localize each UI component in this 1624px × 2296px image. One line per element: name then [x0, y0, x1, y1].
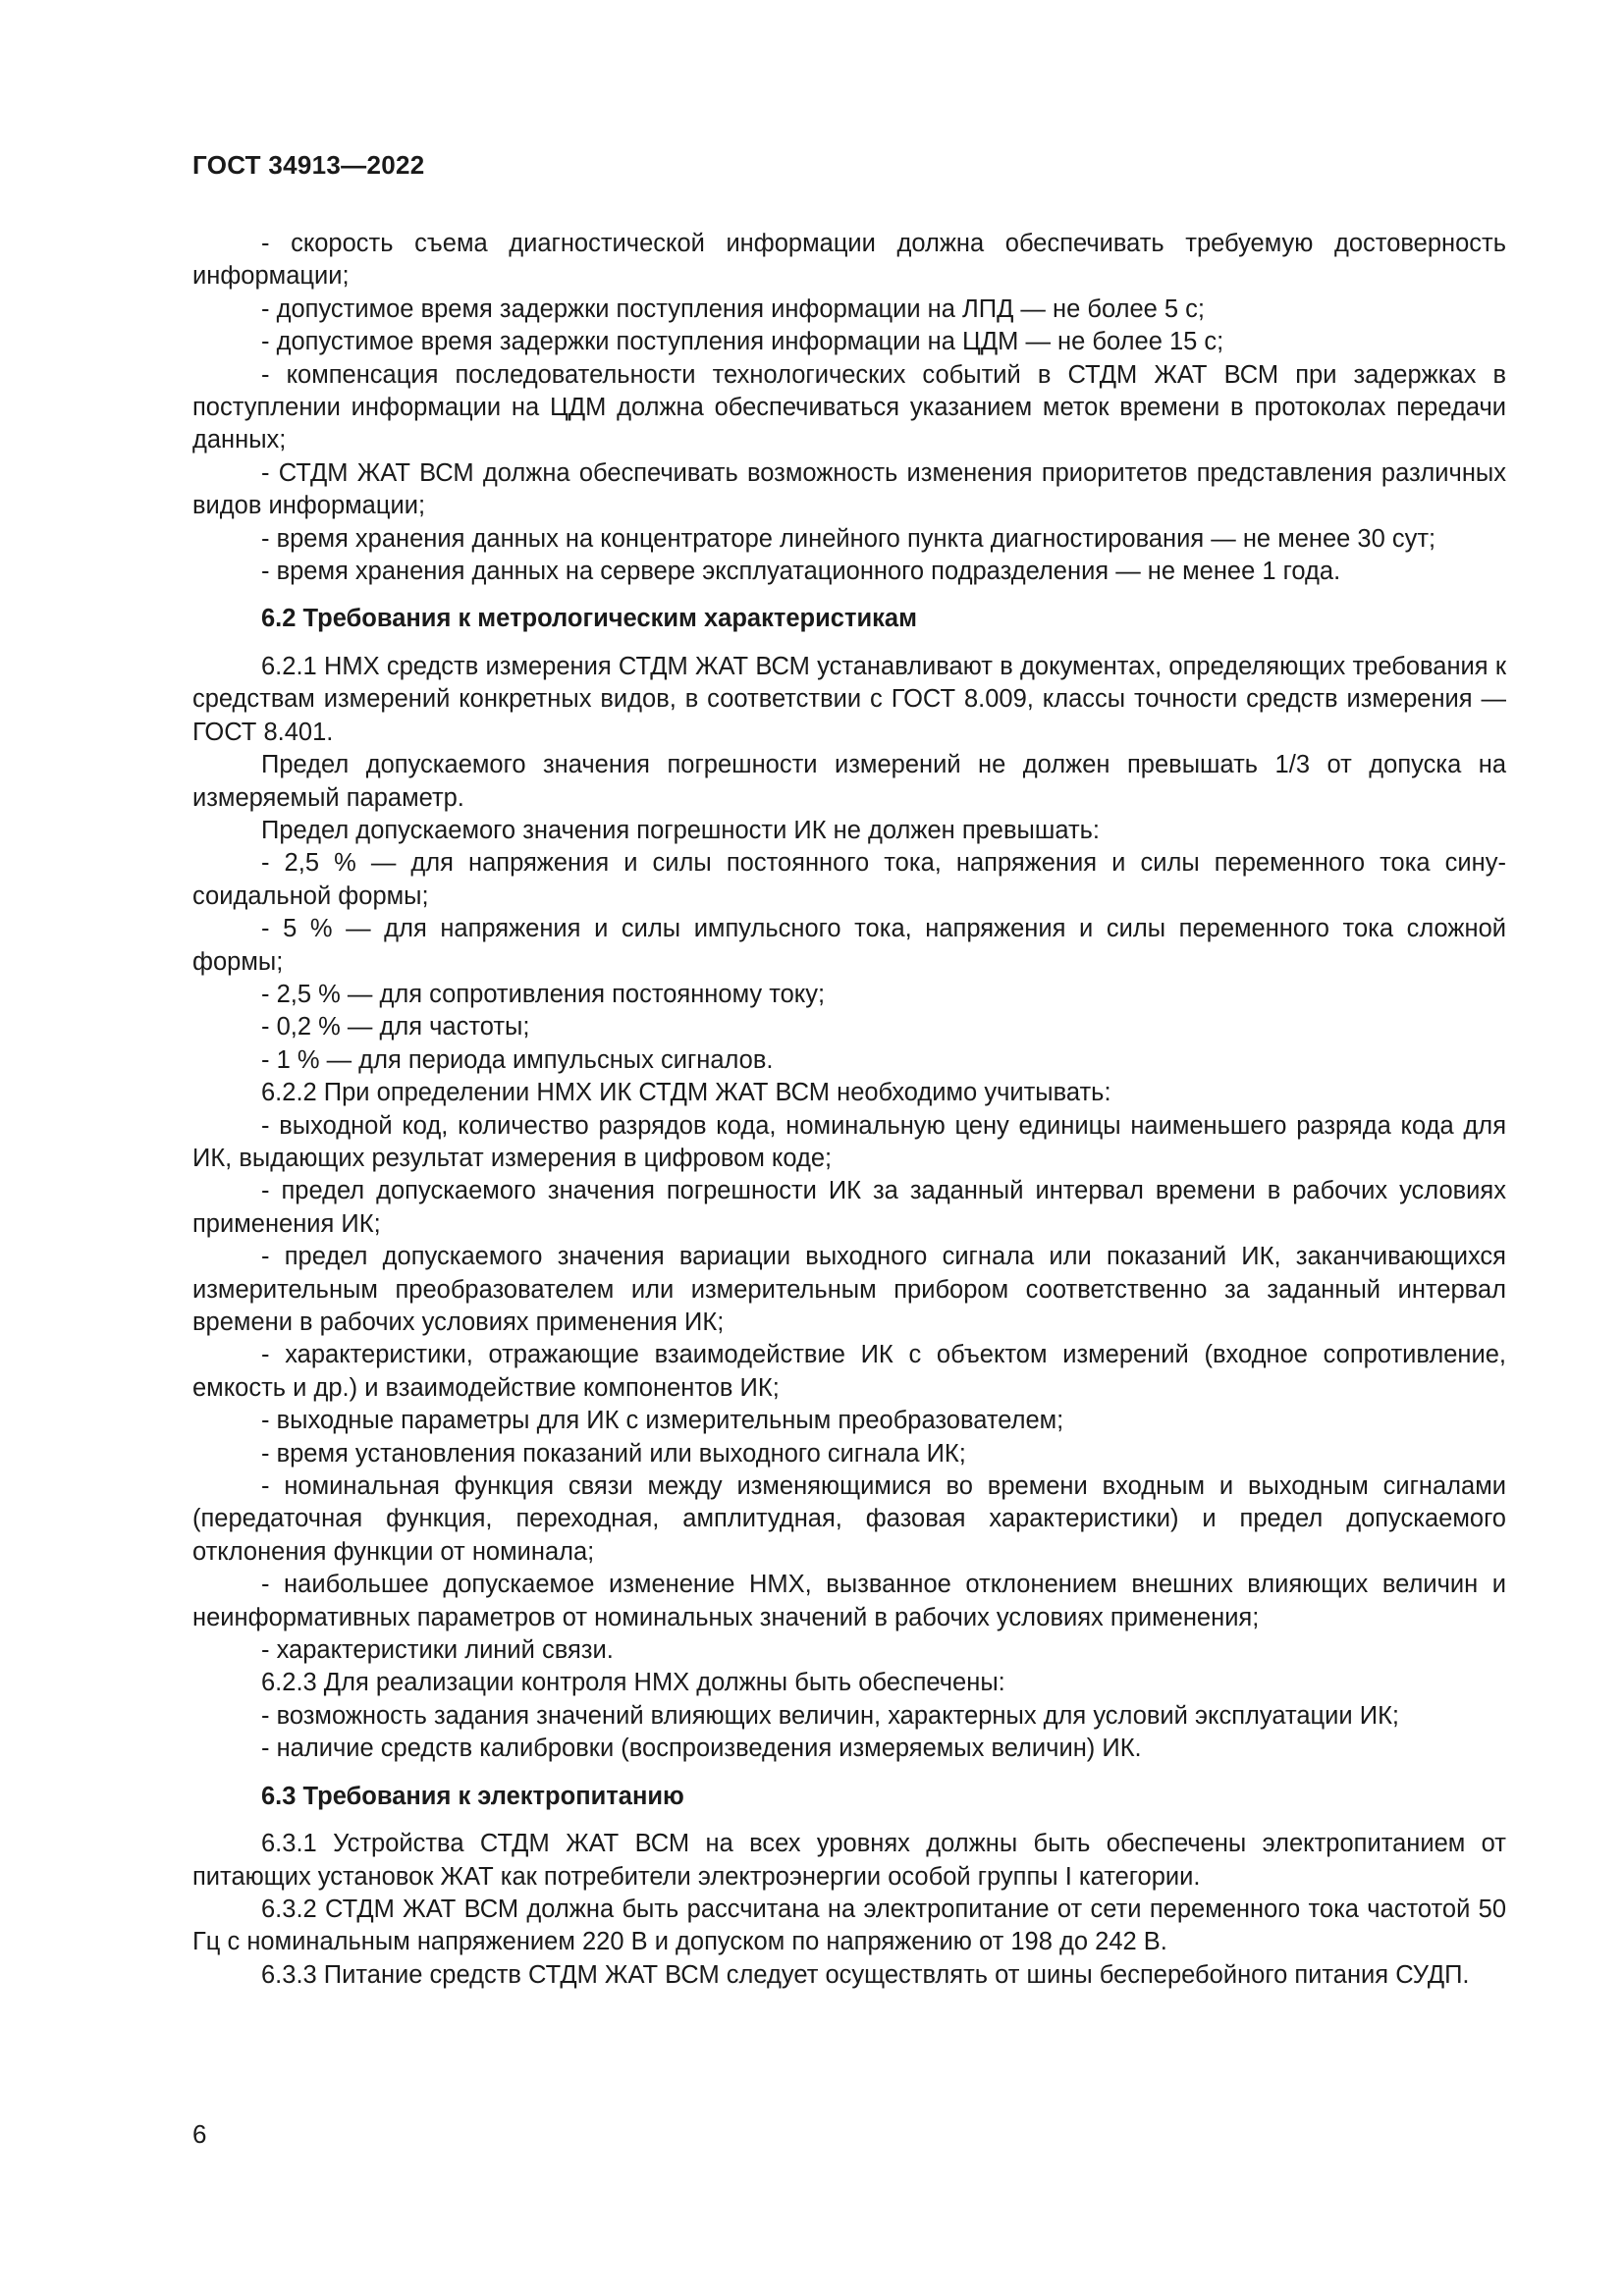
paragraph: Предел допускаемого значения погрешности измерений не должен превышать 1/3 от допуска на измеряемый параметр. — [192, 751, 1506, 812]
paragraph: - 2,5 % — для напряжения и силы постоянного тока, напряжения и силы переменного тока синусоидальной формы; — [192, 849, 1506, 910]
paragraph: - время хранения данных на концентраторе линейного пункта диагностирования — не менее 30 сут; — [261, 524, 1436, 553]
paragraph: - выходные параметры для ИК с измерительным преобразователем; — [261, 1407, 1064, 1435]
paragraph: - наличие средств калибровки (воспроизведения измеряемых величин) ИК. — [261, 1735, 1142, 1763]
paragraph: - характеристики линий связи. — [261, 1636, 614, 1665]
paragraph: - номинальная функция связи между изменяющимися во времени входным и выходным сигналами (передаточная функция, переходная, амплитудная, фазовая характеристики) и предел допускаемого отклонения функции от номинала; — [192, 1472, 1506, 1566]
document-body — [192, 228, 1506, 1992]
paragraph: - наибольшее допускаемое изменение НМХ, вызванное отклонением внешних влияющих величин и неинформативных параметров от номинальных значений в рабочих условиях применения; — [192, 1571, 1506, 1631]
paragraph: - скорость съема диагностической информации должна обеспечивать требуемую достоверность информации; — [192, 230, 1506, 291]
paragraph: 6.2.3 Для реализации контроля НМХ должны быть обеспечены: — [261, 1669, 1005, 1697]
paragraph: - 5 % — для напряжения и силы импульсного тока, напряжения и силы переменного тока сложной формы; — [192, 915, 1506, 976]
paragraph: 6.3.2 СТДМ ЖАТ ВСМ должна быть рассчитана на электропитание от сети переменного тока частотой 50 Гц с номинальным напряжением 220 В и допуском по напряжению от 198 до 242 В. — [192, 1895, 1506, 1956]
paragraph: - 0,2 % — для частоты; — [261, 1013, 530, 1041]
paragraph: - выходной код, количество разрядов кода, номинальную цену единицы наименьшего разряда кода для ИК, выдающих результат измерения в цифровом коде; — [192, 1111, 1506, 1172]
page-number: 6 — [192, 2119, 207, 2149]
paragraph: - время установления показаний или выходного сигнала ИК; — [261, 1439, 966, 1468]
paragraph: - время хранения данных на сервере эксплуатационного подразделения — не менее 1 года. — [261, 558, 1341, 586]
section-heading: 6.3 Требования к электропитанию — [261, 1782, 684, 1810]
section-heading: 6.2 Требования к метрологическим характеристикам — [261, 605, 917, 633]
paragraph: Предел допускаемого значения погрешности ИК не должен превышать: — [261, 816, 1100, 844]
paragraph: 6.3.3 Питание средств СТДМ ЖАТ ВСМ следует осуществлять от шины бесперебойного питания СУДП. — [261, 1960, 1470, 1989]
paragraph: - компенсация последовательности технологических событий в СТДМ ЖАТ ВСМ при задержках в поступлении информации на ЦДМ должна обеспечиваться указанием меток времени в протоколах передачи данных; — [192, 360, 1506, 454]
paragraph: - допустимое время задержки поступления информации на ЛПД — не более 5 с; — [261, 294, 1206, 323]
paragraph: - допустимое время задержки поступления информации на ЦДМ — не более 15 с; — [261, 328, 1224, 356]
paragraph: - предел допускаемого значения погрешности ИК за заданный интервал времени в рабочих условиях применения ИК; — [192, 1177, 1506, 1238]
paragraph: - 2,5 % — для сопротивления постоянному току; — [261, 980, 826, 1008]
paragraph: - возможность задания значений влияющих величин, характерных для условий эксплуатации ИК; — [261, 1701, 1400, 1730]
document-header: ГОСТ 34913—2022 — [192, 150, 425, 180]
paragraph: 6.2.1 НМХ средств измерения СТДМ ЖАТ ВСМ устанавливают в документах, определяющих требования к средствам измерений конкретных видов, в соответствии с ГОСТ 8.009, классы точности средств измерения — ГОСТ 8.401. — [192, 652, 1506, 746]
paragraph: - предел допускаемого значения вариации выходного сигнала или показаний ИК, заканчивающихся измерительным преобразователем или измерительным прибором соответственно за заданный интервал времени в рабочих условиях применения ИК; — [192, 1243, 1506, 1336]
paragraph: - 1 % — для периода импульсных сигналов. — [261, 1045, 774, 1074]
paragraph: 6.3.1 Устройства СТДМ ЖАТ ВСМ на всех уровнях должны быть обеспечены электропитанием от питающих установок ЖАТ как потребители электроэнергии особой группы I категории. — [192, 1830, 1506, 1891]
paragraph: - СТДМ ЖАТ ВСМ должна обеспечивать возможность изменения приоритетов представления различных видов информации; — [192, 458, 1506, 520]
paragraph: 6.2.2 При определении НМХ ИК СТДМ ЖАТ ВСМ необходимо учитывать: — [261, 1079, 1111, 1107]
paragraph: - характеристики, отражающие взаимодействие ИК с объектом измерений (входное сопротивление, емкость и др.) и взаимодействие компонентов ИК; — [192, 1341, 1506, 1402]
